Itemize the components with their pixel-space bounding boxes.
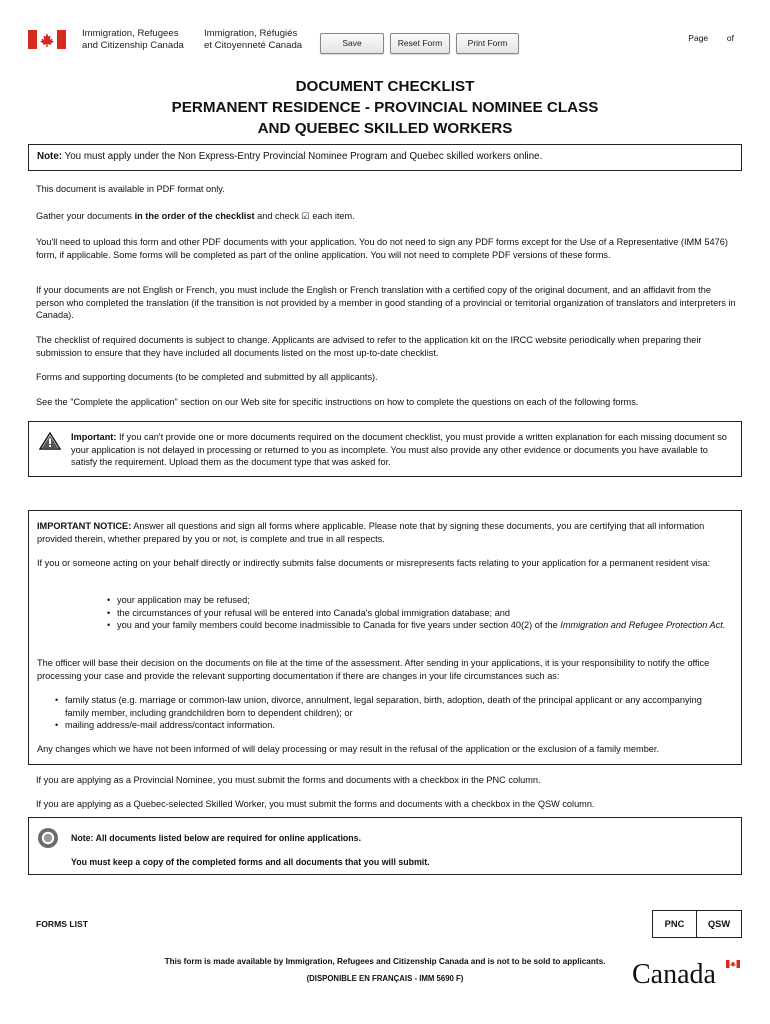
reset-form-button[interactable]: Reset Form: [390, 33, 450, 54]
important-text: [71, 431, 731, 469]
officer-text: The officer will base their decision on the documents on file at the time of the assessment. After sending in your applications, it is your responsibility to notify the office processing your case and provide the relevant supporting documentation if there are changes in your life circumstances such as:: [37, 658, 710, 681]
agency-fr-line1: Immigration, Réfugiés: [204, 28, 298, 39]
title-line1: DOCUMENT CHECKLIST: [295, 78, 475, 95]
title-line2: PERMANENT RESIDENCE - PROVINCIAL NOMINEE CLASS: [171, 99, 599, 116]
note-label: Note:: [37, 151, 63, 162]
note-text: You must apply under the Non Express-Entry Provincial Nominee Program and Quebec skilled workers online.: [62, 151, 543, 162]
agency-en-line2: and Citizenship Canada: [82, 40, 184, 51]
bullet3-text: you and your family members could become inadmissible to Canada for five years under section 40(2) of the: [117, 620, 561, 630]
page-indicator: [688, 32, 734, 45]
gather-after: each item.: [309, 211, 355, 221]
gather-instructions: [36, 210, 736, 223]
checkbox-icon: ☑: [301, 211, 310, 221]
pnc-column-header: PNC: [652, 910, 697, 938]
important-box: [28, 421, 742, 477]
list-item: [107, 619, 727, 632]
page-label: Page: [688, 33, 709, 43]
info-line2: You must keep a copy of the completed forms and all documents that you will submit.: [71, 857, 430, 867]
print-form-button[interactable]: Print Form: [456, 33, 519, 54]
consequence-list: [107, 594, 727, 632]
online-requirements-box: [28, 817, 742, 875]
online-note-box: [28, 144, 742, 171]
gather-bold: in the order of the checklist: [134, 211, 255, 221]
delay-text: Any changes which we have not been informed of will delay processing or may result in the refusal of the application or the exclusion of a family member.: [37, 744, 660, 754]
agency-fr-line2: et Citoyenneté Canada: [204, 40, 303, 51]
notice-intro-text: Answer all questions and sign all forms where applicable. Please note that by signing these documents, you are certifying that all information provided therein, whether prepared by you or not, is complete and true in all respects.: [37, 521, 705, 544]
canada-wordmark: [632, 958, 744, 990]
list-item: • your application may be refused;: [107, 594, 727, 607]
canada-wordmark-text: Canada: [632, 959, 716, 990]
important-notice-box: [28, 510, 742, 765]
list-item: • mailing address/e-mail address/contact information.: [55, 719, 727, 732]
important-label: Important:: [71, 432, 117, 442]
save-button[interactable]: Save: [320, 33, 384, 54]
wordmark-flag-icon: [726, 960, 740, 968]
act-name: Immigration and Refugee Protection Act.: [560, 620, 726, 630]
forms-list-label: FORMS LIST: [36, 919, 89, 929]
french-availability: (DISPONIBLE EN FRANÇAIS - IMM 5690 F): [306, 974, 464, 983]
pnc-instructions: If you are applying as a Provincial Nominee, you must submit the forms and documents with a checkbox in the PNC column.: [36, 775, 541, 785]
footer-notice: This form is made available by Immigration, Refugees and Citizenship Canada and is not to be sold to applicants.: [164, 957, 606, 966]
of-label: of: [726, 33, 734, 43]
translation-text: If your documents are not English or French, you must include the English or French translation with a certified copy of the original document, and an affidavit from the person who completed the translation (if the transition is not provided by a member in good standing of a provincial or territorial organization of translators and interpreters in Canada).: [36, 285, 736, 320]
info-line1: Note: All documents listed below are required for online applications.: [71, 833, 362, 843]
qsw-instructions: If you are applying as a Quebec-selected Skilled Worker, you must submit the forms and documents with a checkbox in the QSW column.: [36, 799, 595, 809]
changes-list: [55, 694, 727, 732]
forms-text: Forms and supporting documents (to be completed and submitted by all applicants).: [36, 372, 378, 382]
pdf-only-text: This document is available in PDF format only.: [36, 184, 225, 194]
gather-before: Gather your documents: [36, 211, 135, 221]
notice-label: IMPORTANT NOTICE:: [37, 521, 132, 531]
title-line3: AND QUEBEC SKILLED WORKERS: [257, 120, 513, 137]
list-item: • family status (e.g. marriage or common-law union, divorce, annulment, legal separation, birth, adoption, death of the principal applicant or any accompanying family member, including grandchildren born to dependent children); or: [55, 694, 727, 719]
change-text: The checklist of required documents is subject to change. Applicants are advised to refer to the application kit on the IRCC website periodically when preparing their submission to ensure that they have included all documents listed on the most up-to-date checklist.: [36, 335, 702, 358]
agency-name-english: [82, 28, 184, 52]
important-body: If you can't provide one or more documents required on the document checklist, you must provide a written explanation for each missing document so your application is not delayed in processing or returned to you as incomplete. You must also provide any other evidence or documents you have available to satisfy the requirement. Upload them as the document type that was asked for.: [71, 432, 727, 467]
misrepresentation-text: If you or someone acting on your behalf directly or indirectly submits false documents or misrepresents facts relating to your application for a permanent resident visa:: [37, 558, 711, 568]
agency-name-french: [204, 28, 302, 52]
qsw-column-header: QSW: [696, 910, 742, 938]
notice-intro: [37, 520, 733, 545]
gather-middle: and check: [254, 211, 302, 221]
upload-text: You'll need to upload this form and other PDF documents with your application. You do not need to sign any PDF forms except for the Use of a Representative (IMM 5476) form, if applicable. Some forms will be completed as part of the online application. You will not need to complete PDF versions of these forms.: [36, 237, 728, 260]
warning-icon: [39, 432, 61, 450]
canada-flag-icon: [28, 30, 66, 49]
list-item: • the circumstances of your refusal will be entered into Canada's global immigration database; and: [107, 607, 727, 620]
document-title: [0, 76, 770, 139]
info-icon: [37, 827, 59, 849]
agency-en-line1: Immigration, Refugees: [82, 28, 179, 39]
see-text: See the "Complete the application" section on our Web site for specific instructions on how to complete the questions on each of the following forms.: [36, 397, 639, 407]
